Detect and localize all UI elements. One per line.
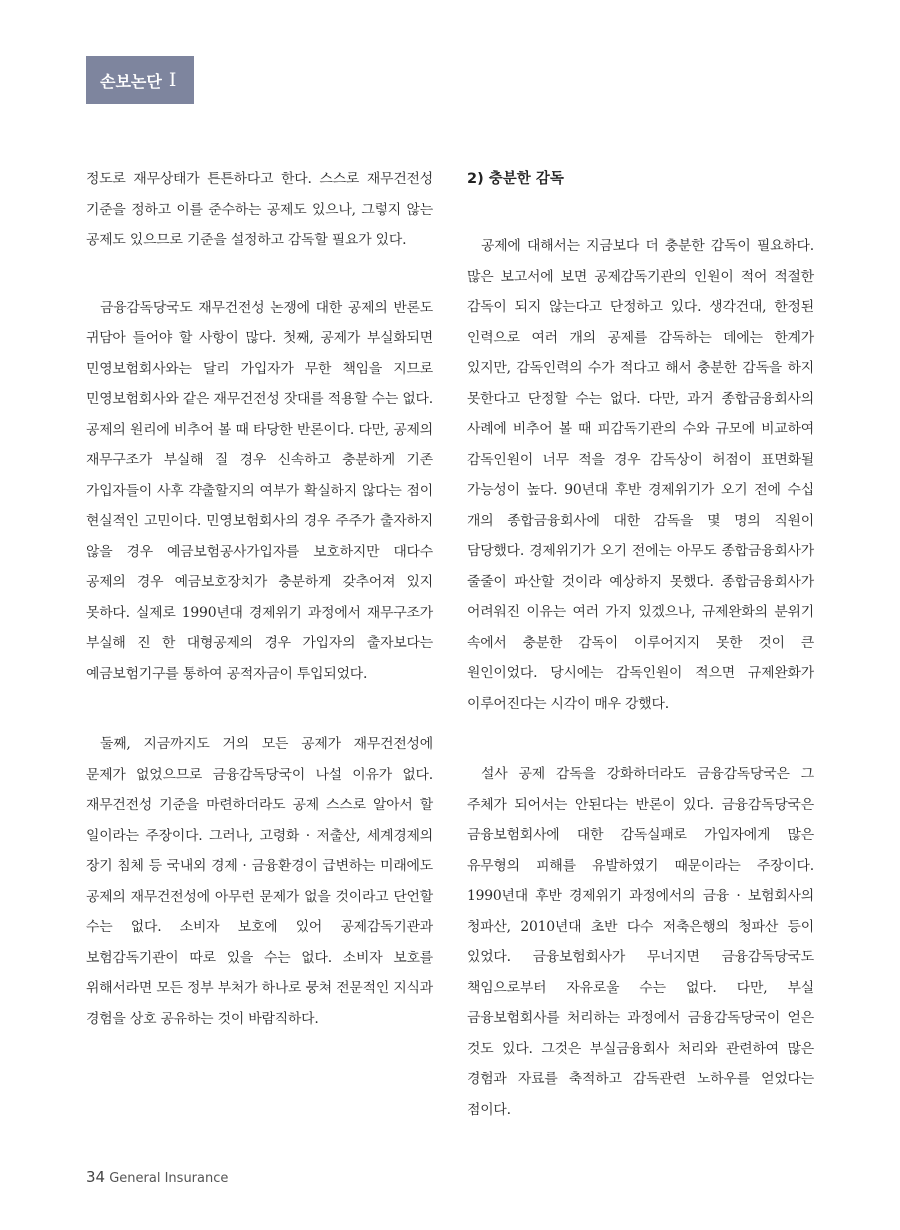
page-number: 34 [86, 1168, 106, 1186]
left-column [86, 164, 433, 1034]
section-roman-numeral: Ⅰ [168, 69, 177, 91]
body-paragraph: 금융감독당국도 재무건전성 논쟁에 대한 공제의 반론도 귀담아 들어야 할 사항이 많다. 첫째, 공제가 부실화되면 민영보험회사와는 달리 가입자가 무한 책임을 지므로 민영보험회사와 같은 재무건전성 잣대를 적용할 수는 없다. 공제의 원리에 비추어 볼 때 타당한 반론이다. 다만, 공제의 재무구조가 부실해 질 경우 신속하고 충분하게 기존 가입자들이 사후 갹출할지의 여부가 확실하지 않다는 점이 현실적인 고민이다. 민영보험회사의 경우 주주가 출자하지 않을 경우 예금보험공사가입자를 보호하지만 대다수 공제의 경우 예금보호장치가 충분하게 갖추어져 있지 못하다. 실제로 1990년대 경제위기 과정에서 재무구조가 부실해 진 한 대형공제의 경우 가입자의 출자보다는 예금보험기구를 통하여 공적자금이 투입되었다. [86, 299, 433, 682]
section-tag [86, 56, 194, 104]
publication-name: General Insurance [109, 1171, 229, 1186]
body-paragraph: 공제에 대해서는 지금보다 더 충분한 감독이 필요하다. 많은 보고서에 보면 공제감독기관의 인원이 적어 적절한 감독이 되지 않는다고 단정하고 있다. 생각건대, 한정된 인력으로 여러 개의 공제를 감독하는 데에는 한계가 있지만, 감독인력의 수가 적다고 해서 충분한 감독을 하지 못한다고 단정할 수는 없다. 다만, 과거 종합금융회사의 사례에 비추어 볼 때 피감독기관의 수와 규모에 비교하여 감독인원이 너무 적을 경우 감독상이 허점이 표면화될 가능성이 높다. 90년대 후반 경제위기가 오기 전에 수십 개의 종합금융회사에 대한 감독을 몇 명의 직원이 담당했다. 경제위기가 오기 전에는 아무도 종합금융회사가 줄줄이 파산할 것이라 예상하지 못했다. 종합금융회사가 어려워진 이유는 여러 가지 있겠으나, 규제완화의 분위기 속에서 충분한 감독이 이루어지지 못한 것이 큰 원인이었다. 당시에는 감독인원이 적으면 규제완화가 이루어진다는 시각이 매우 강했다. [467, 238, 814, 712]
section-heading: 2) 충분한 감독 [467, 171, 564, 187]
body-paragraph: 정도로 재무상태가 튼튼하다고 한다. 스스로 재무건전성 기준을 정하고 이를 준수하는 공제도 있으나, 그렇지 않는 공제도 있으므로 기준을 설정하고 감독할 필요가 있다. [86, 171, 433, 248]
section-label: 손보논단 [100, 71, 162, 91]
body-paragraph: 둘째, 지금까지도 거의 모든 공제가 재무건전성에 문제가 없었으므로 금융감독당국이 나설 이유가 없다. 재무건전성 기준을 마련하더라도 공제 스스로 알아서 할 일이라는 주장이다. 그러나, 고령화 · 저출산, 세계경제의 장기 침체 등 국내외 경제 · 금융환경이 급변하는 미래에도 공제의 재무건전성에 아무런 문제가 없을 것이라고 단언할 수는 없다. 소비자 보호에 있어 공제감독기관과 보험감독기관이 따로 있을 수는 없다. 소비자 보호를 위해서라면 모든 정부 부처가 하나로 뭉쳐 전문적인 지식과 경험을 상호 공유하는 것이 바람직하다. [86, 736, 433, 1027]
page-footer [86, 1168, 228, 1186]
body-paragraph: 설사 공제 감독을 강화하더라도 금융감독당국은 그 주체가 되어서는 안된다는 반론이 있다. 금융감독당국은 금융보험회사에 대한 감독실패로 가입자에게 많은 유무형의 피해를 유발하였기 때문이라는 주장이다. 1990년대 후반 경제위기 과정에서의 금융 · 보험회사의 청파산, 2010년대 초반 다수 저축은행의 청파산 등이 있었다. 금융보험회사가 무너지면 금융감독당국도 책임으로부터 자유로울 수는 없다. 다만, 부실 금융보험회사를 처리하는 과정에서 금융감독당국이 얻은 것도 있다. 그것은 부실금융회사 처리와 관련하여 많은 경험과 자료를 축적하고 감독관련 노하우를 얻었다는 점이다. [467, 766, 814, 1118]
right-column [467, 164, 814, 1125]
